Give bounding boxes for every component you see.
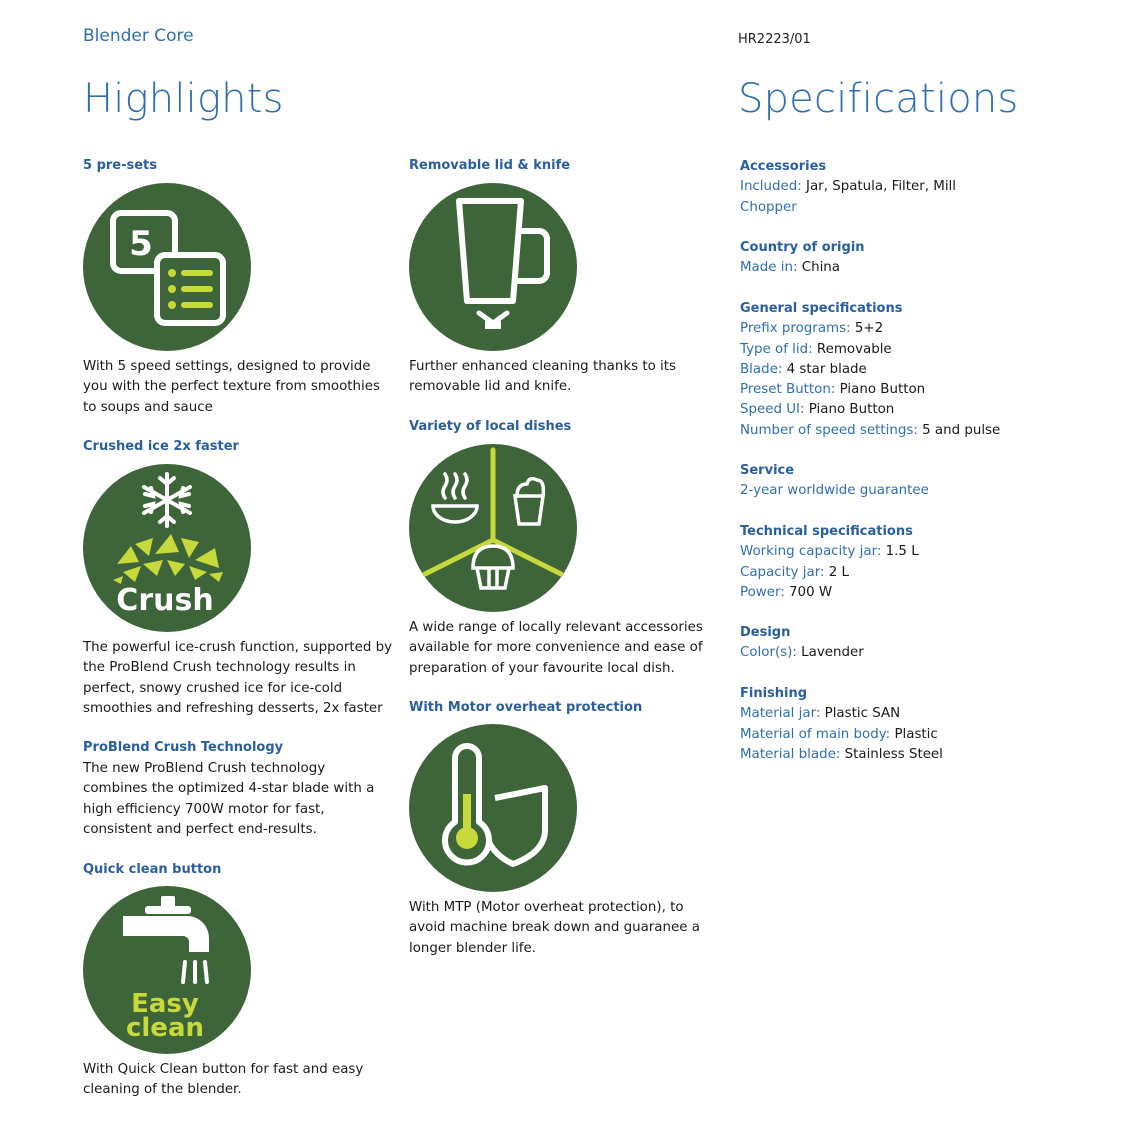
feature-title-local-dishes: Variety of local dishes <box>409 419 572 434</box>
easy-clean-icon-label-2: clean <box>125 1013 205 1043</box>
spec-heading: General specifications <box>740 301 903 316</box>
feature-title-crushed-ice: Crushed ice 2x faster <box>83 439 239 454</box>
spec-section-design <box>740 623 1070 664</box>
spec-label: Capacity jar: <box>740 564 825 580</box>
spec-label: Preset Button: <box>740 382 836 398</box>
spec-label: Included: <box>740 179 802 195</box>
specifications-title: Specifications <box>738 76 1019 122</box>
spec-value: 4 star blade <box>786 361 867 377</box>
spec-value: Plastic SAN <box>824 706 901 722</box>
spec-label: Material of main body: <box>740 726 891 742</box>
spec-heading: Country of origin <box>740 240 865 255</box>
spec-label: Speed UI: <box>740 402 805 418</box>
spec-line <box>740 177 1070 197</box>
spec-section-accessories <box>740 157 1070 218</box>
spec-section-technical <box>740 522 1070 603</box>
presets-icon <box>83 183 251 351</box>
spec-line <box>740 643 1070 663</box>
crush-icon-label: Crush <box>116 583 214 618</box>
spec-line <box>740 360 1070 380</box>
spec-value: 1.5 L <box>885 544 919 560</box>
feature-title-presets: 5 pre-sets <box>83 158 158 173</box>
spec-line <box>740 400 1070 420</box>
spec-section-country <box>740 238 1070 279</box>
spec-label: Blade: <box>740 361 783 377</box>
feature-desc-removable-lid: Further enhanced cleaning thanks to its removable lid and knife. <box>409 359 677 395</box>
spec-line <box>740 704 1070 724</box>
spec-heading: Accessories <box>740 159 827 174</box>
spec-value: Lavender <box>801 645 864 661</box>
spec-label: Color(s): <box>740 645 797 661</box>
spec-value: Piano Button <box>808 402 895 418</box>
spec-label: Working capacity jar: <box>740 544 882 560</box>
spec-section-finishing <box>740 684 1070 765</box>
easy-clean-icon-label-1: Easy <box>131 989 199 1019</box>
feature-title-removable-lid: Removable lid & knife <box>409 158 571 173</box>
spec-label: Prefix programs: <box>740 321 851 337</box>
feature-desc-crushed-ice: The powerful ice-crush function, supported by the ProBlend Crush technology results in perfect, snowy crushed ice for ice-cold smoothies and refreshing desserts, 2x faster <box>83 640 392 716</box>
spec-label: Material jar: <box>740 706 821 722</box>
spec-line <box>740 583 1070 603</box>
spec-value: 2 L <box>828 564 849 580</box>
spec-line <box>740 319 1070 339</box>
spec-line <box>740 340 1070 360</box>
easy-clean-icon <box>83 886 251 1054</box>
feature-title-motor-overheat: With Motor overheat protection <box>409 700 643 715</box>
spec-line <box>740 198 1070 218</box>
feature-title-quick-clean: Quick clean button <box>83 862 222 877</box>
blender-jar-icon <box>409 183 577 351</box>
spec-line <box>740 725 1070 745</box>
spec-label: 2-year worldwide guarantee <box>740 483 929 499</box>
thermometer-shield-icon <box>409 724 577 892</box>
feature-desc-presets: With 5 speed settings, designed to provide you with the perfect texture from smoothies to soups and sauce <box>83 359 380 415</box>
feature-desc-local-dishes: A wide range of locally relevant accessories available for more convenience and ease of preparation of your favourite local dish. <box>409 620 703 676</box>
spec-value: Piano Button <box>839 382 926 398</box>
spec-line <box>740 542 1070 562</box>
spec-heading: Finishing <box>740 686 808 701</box>
local-dishes-icon <box>409 444 577 612</box>
spec-label: Chopper <box>740 199 797 215</box>
spec-heading: Technical specifications <box>740 524 913 539</box>
spec-value: China <box>801 260 840 276</box>
svg-text:5: 5 <box>129 224 153 264</box>
spec-label: Type of lid: <box>740 341 813 357</box>
spec-value: Plastic <box>894 726 938 742</box>
feature-desc-problend: The new ProBlend Crush technology combines the optimized 4-star blade with a high efficiency 700W motor for fast, consistent and perfect end-results. <box>83 761 375 837</box>
spec-label: Power: <box>740 584 785 600</box>
spec-line <box>740 258 1070 278</box>
feature-title-problend: ProBlend Crush Technology <box>83 740 284 755</box>
spec-line <box>740 380 1070 400</box>
spec-line <box>740 745 1070 765</box>
spec-section-general <box>740 299 1070 441</box>
model-number: HR2223/01 <box>738 32 811 47</box>
spec-section-service <box>740 461 1070 502</box>
crush-icon <box>83 464 251 632</box>
spec-value: Removable <box>816 341 892 357</box>
spec-label: Material blade: <box>740 746 841 762</box>
spec-line <box>740 563 1070 583</box>
feature-desc-motor-overheat: With MTP (Motor overheat protection), to avoid machine break down and guaranee a longer blender life. <box>409 900 700 956</box>
spec-heading: Service <box>740 463 795 478</box>
spec-line <box>740 481 1070 501</box>
highlights-title: Highlights <box>83 76 284 122</box>
spec-label: Number of speed settings: <box>740 422 918 438</box>
feature-desc-quick-clean: With Quick Clean button for fast and easy cleaning of the blender. <box>83 1062 364 1098</box>
spec-heading: Design <box>740 625 791 640</box>
spec-line <box>740 421 1070 441</box>
spec-value: Stainless Steel <box>844 746 943 762</box>
spec-value: Jar, Spatula, Filter, Mill <box>806 179 956 195</box>
spec-value: 5 and pulse <box>922 422 1001 438</box>
brand-name: Blender Core <box>83 26 194 46</box>
spec-value: 5+2 <box>854 321 884 337</box>
spec-label: Made in: <box>740 260 798 276</box>
spec-value: 700 W <box>789 584 833 600</box>
